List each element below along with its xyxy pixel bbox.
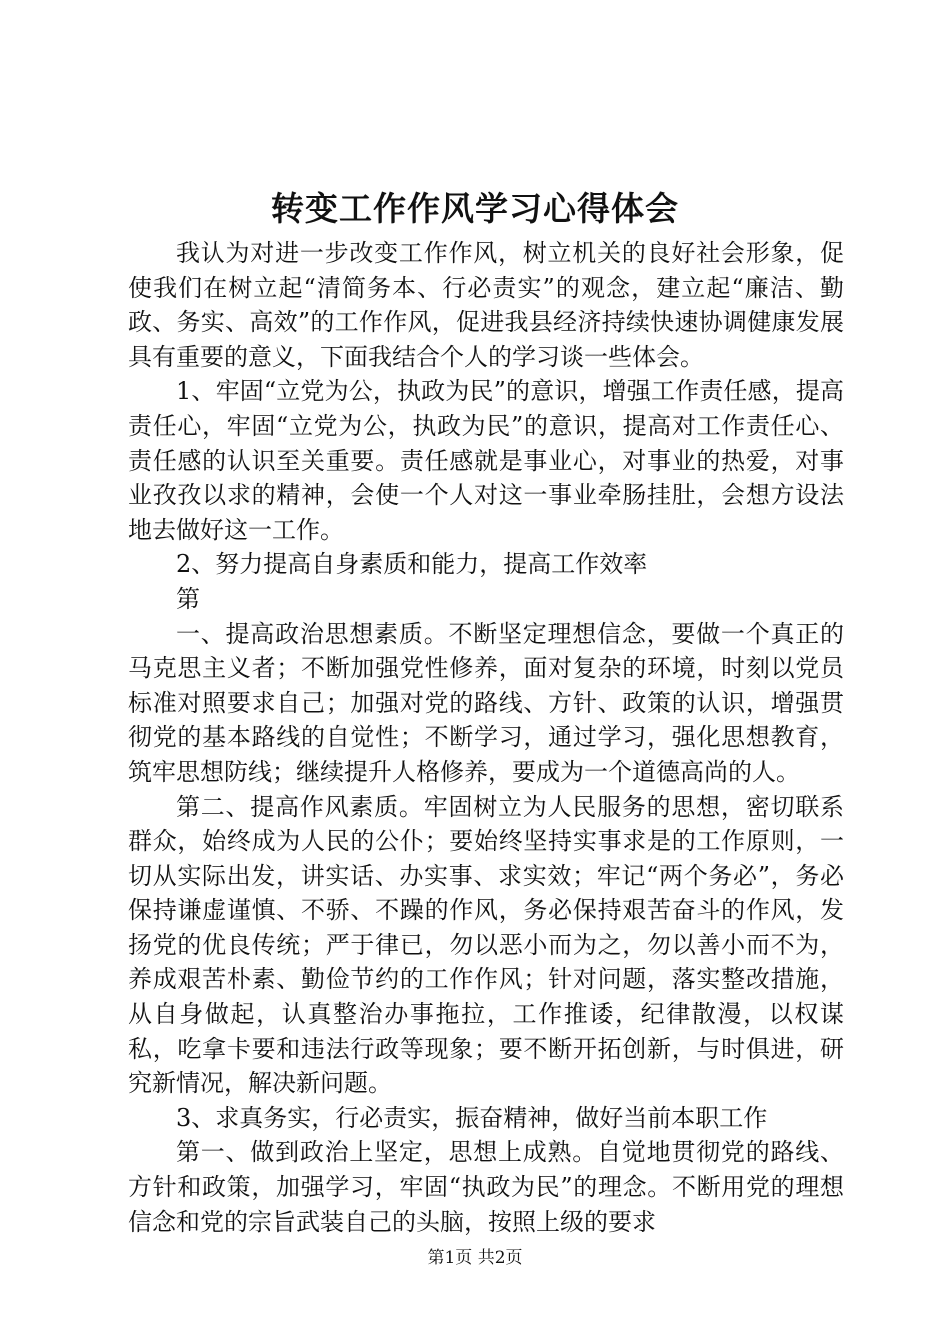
paragraph-political-firmness: 第一、做到政治上坚定，思想上成熟。自觉地贯彻党的路线、方针和政策，加强学习，牢固“执政为民”的理念。不断用党的理想信念和党的宗旨武装自己的头脑，按照上级的要求 [128, 1138, 844, 1236]
paragraph-political-quality: 一、提高政治思想素质。不断坚定理想信念，要做一个真正的马克思主义者；不断加强党性修养，面对复杂的环境，时刻以党员标准对照要求自己；加强对党的路线、方针、政策的认识，增强贯彻党的基本路线的自觉性；不断学习，通过学习，强化思想教育，筑牢思想防线；继续提升人格修养，要成为一个道德高尚的人。 [128, 619, 844, 786]
document-body [128, 236, 844, 1239]
paragraph-point-2-heading: 2、努力提高自身素质和能力，提高工作效率 [176, 550, 648, 579]
paragraph-intro: 我认为对进一步改变工作作风，树立机关的良好社会形象，促使我们在树立起“清简务本、行必责实”的观念，建立起“廉洁、勤政、务实、高效”的工作作风，促进我县经济持续快速协调健康发展具有重要的意义，下面我结合个人的学习谈一些体会。 [128, 239, 844, 371]
document-title: 转变工作作风学习心得体会 [271, 189, 679, 228]
paragraph-point-1: 1、牢固“立党为公，执政为民”的意识，增强工作责任感，提高责任心，牢固“立党为公，执政为民”的意识，提高对工作责任心、责任感的认识至关重要。责任感就是事业心，对事业的热爱，对事业孜孜以求的精神，会使一个人对这一事业牵肠挂肚，会想方设法地去做好这一工作。 [128, 377, 844, 544]
paragraph-fragment: 第 [176, 584, 200, 613]
paragraph-point-3-heading: 3、求真务实，行必责实，振奋精神，做好当前本职工作 [176, 1103, 768, 1132]
page-footer: 第1页 共2页 [427, 1248, 523, 1268]
paragraph-work-style-quality: 第二、提高作风素质。牢固树立为人民服务的思想，密切联系群众，始终成为人民的公仆；要始终坚持实事求是的工作原则，一切从实际出发，讲实话、办实事、求实效；牢记“两个务必”，务必保持谦虚谨慎、不骄、不躁的作风，务必保持艰苦奋斗的作风，发扬党的优良传统；严于律已，勿以恶小而为之，勿以善小而不为，养成艰苦朴素、勤俭节约的工作作风；针对问题，落实整改措施，从自身做起，认真整治办事拖拉，工作推诿，纪律散漫，以权谋私，吃拿卡要和违法行政等现象；要不断开拓创新，与时俱进，研究新情况，解决新问题。 [128, 792, 844, 1098]
